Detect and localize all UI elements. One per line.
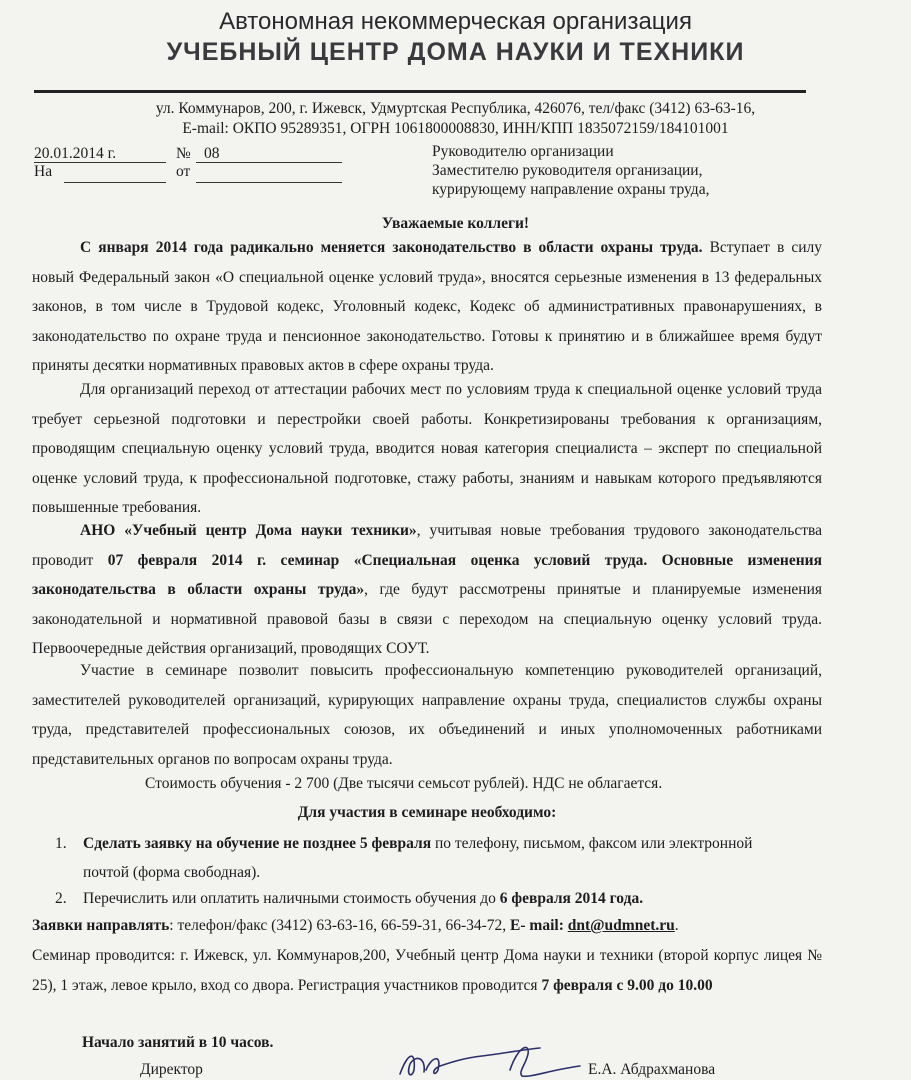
handwritten-signature bbox=[390, 1040, 590, 1080]
date-underline bbox=[34, 162, 166, 163]
na-label: На bbox=[34, 163, 53, 180]
recipient-line-2: Заместителю руководителя организации, bbox=[432, 162, 703, 179]
paragraph-2-text: Для организаций переход от аттестации рабочих мест по условиям труда к специальной оценке условий труда требует серьезной подготовки и перестройки своей работы. Конкретизированы требования к организациям, проводящим специальную оценку условий труда, вводится новая категория специалиста – эксперт по специальной оценке условий труда, к профессиональной подготовке, стажу работы, знаниям и навыкам которого предъявляются повышенные требования. bbox=[32, 381, 822, 516]
director-name: Е.А. Абдрахманова bbox=[588, 1061, 716, 1078]
org-name: УЧЕБНЫЙ ЦЕНТР ДОМА НАУКИ И ТЕХНИКИ bbox=[166, 38, 745, 66]
start-time: Начало занятий в 10 часов. bbox=[82, 1034, 274, 1051]
cost-text: Стоимость обучения - 2 700 (Две тысячи семьсот рублей). НДС не облагается. bbox=[145, 775, 663, 792]
number-label: № bbox=[176, 145, 191, 162]
recipient-line-3: курирующему направление охраны труда, bbox=[432, 181, 710, 198]
paragraph-1 bbox=[32, 233, 822, 381]
paragraph-3-text-2: , где будут рассмотрены принятые и планируемые изменения законодательной и нормативной правовой базы в связи с переходом на специальную оценку условий труда. Первоочередные действия организаций, проводящих СОУТ. bbox=[32, 581, 822, 657]
venue-registration: 7 февраля с 9.00 до 10.00 bbox=[541, 976, 713, 994]
ot-underline bbox=[196, 182, 342, 183]
requirements-heading-text: Для участия в семинаре необходимо: bbox=[297, 804, 557, 821]
director-title: Директор bbox=[140, 1061, 203, 1078]
list-item-1-continued: почтой (форма свободная). bbox=[83, 864, 261, 881]
paragraph-2 bbox=[32, 375, 822, 523]
paragraph-1-bold: С января 2014 года радикально меняется законодательство в области охраны труда. bbox=[80, 239, 703, 256]
requirements-heading bbox=[32, 798, 822, 828]
letter-date: 20.01.2014 г. bbox=[34, 145, 117, 162]
list-item-1-bold: Сделать заявку на обучение не позднее 5 февраля bbox=[83, 835, 432, 852]
list-item-2 bbox=[83, 884, 823, 914]
paragraph-3-text-1: , учитывая новые требования трудового законодательства проводит bbox=[32, 522, 822, 569]
paragraph-3-seminar: 07 февраля 2014 г. семинар «Специальная оценка условий труда. Основные изменения законодательства в области охраны труда» bbox=[32, 551, 822, 598]
recipient-line-1: Руководителю организации bbox=[432, 143, 614, 160]
address-line-2: E-mail: ОКПО 95289351, ОГРН 1061800008830, ИНН/КПП 1835072159/184101001 bbox=[182, 120, 729, 137]
email-label: E- mail: bbox=[510, 917, 568, 934]
list-item-1 bbox=[83, 829, 823, 859]
applications-phones: : телефон/факс (3412) 63-63-16, 66-59-31, 66-34-72, bbox=[169, 917, 511, 934]
email-link[interactable]: dnt@udmnet.ru bbox=[567, 917, 675, 934]
list-number-1: 1. bbox=[55, 835, 67, 852]
paragraph-4 bbox=[32, 656, 822, 774]
ot-label: от bbox=[176, 163, 191, 180]
org-type: Автономная некоммерческая организация bbox=[219, 8, 692, 35]
paragraph-3 bbox=[32, 516, 822, 664]
applications-label: Заявки направлять bbox=[32, 917, 170, 934]
list-item-1-text: по телефону, письмом, факсом или электронной bbox=[431, 835, 753, 852]
paragraph-4-text: Участие в семинаре позволит повысить профессиональную компетенцию руководителей организаций, заместителей руководителей организаций, курирующих направление охраны труда, специалистов службы охраны труда, представителей профессиональных союзов, их объединений и иных уполномоченных работниками представительных органов по вопросам охраны труда. bbox=[32, 662, 822, 768]
applications-end: . bbox=[674, 917, 679, 934]
list-number-2: 2. bbox=[55, 890, 67, 907]
cost-line bbox=[32, 769, 822, 799]
venue-paragraph bbox=[32, 941, 822, 1000]
letter-number: 08 bbox=[204, 145, 220, 162]
address-line-1: ул. Коммунаров, 200, г. Ижевск, Удмуртская Республика, 426076, тел/факс (3412) 63-63-16, bbox=[155, 100, 756, 117]
number-underline bbox=[196, 162, 342, 163]
venue-text: Семинар проводится: г. Ижевск, ул. Коммунаров,200, Учебный центр Дома науки и техники (второй корпус лицея № 25), 1 этаж, левое крыло, вход со двора. Регистрация участников проводится bbox=[32, 947, 822, 994]
list-item-2-bold: 6 февраля 2014 года. bbox=[499, 890, 644, 907]
header-rule bbox=[34, 90, 806, 93]
greeting: Уважаемые коллеги! bbox=[381, 215, 530, 232]
applications-line bbox=[32, 911, 832, 941]
list-item-2-text: Перечислить или оплатить наличными стоимость обучения до bbox=[83, 890, 500, 907]
na-underline bbox=[64, 182, 166, 183]
paragraph-1-text: Вступает в силу новый Федеральный закон «О специальной оценке условий труда», вносятся серьезные изменения в 13 федеральных законов, в том числе в Трудовой кодекс, Уголовный кодекс, Кодекс об административных правонарушениях, в законодательство по охране труда и пенсионное законодательство. Готовы к принятию и в ближайшее время будут приняты десятки нормативных правовых актов в сфере охраны труда. bbox=[32, 239, 822, 374]
paragraph-3-org: АНО «Учебный центр Дома науки техники» bbox=[80, 522, 417, 539]
